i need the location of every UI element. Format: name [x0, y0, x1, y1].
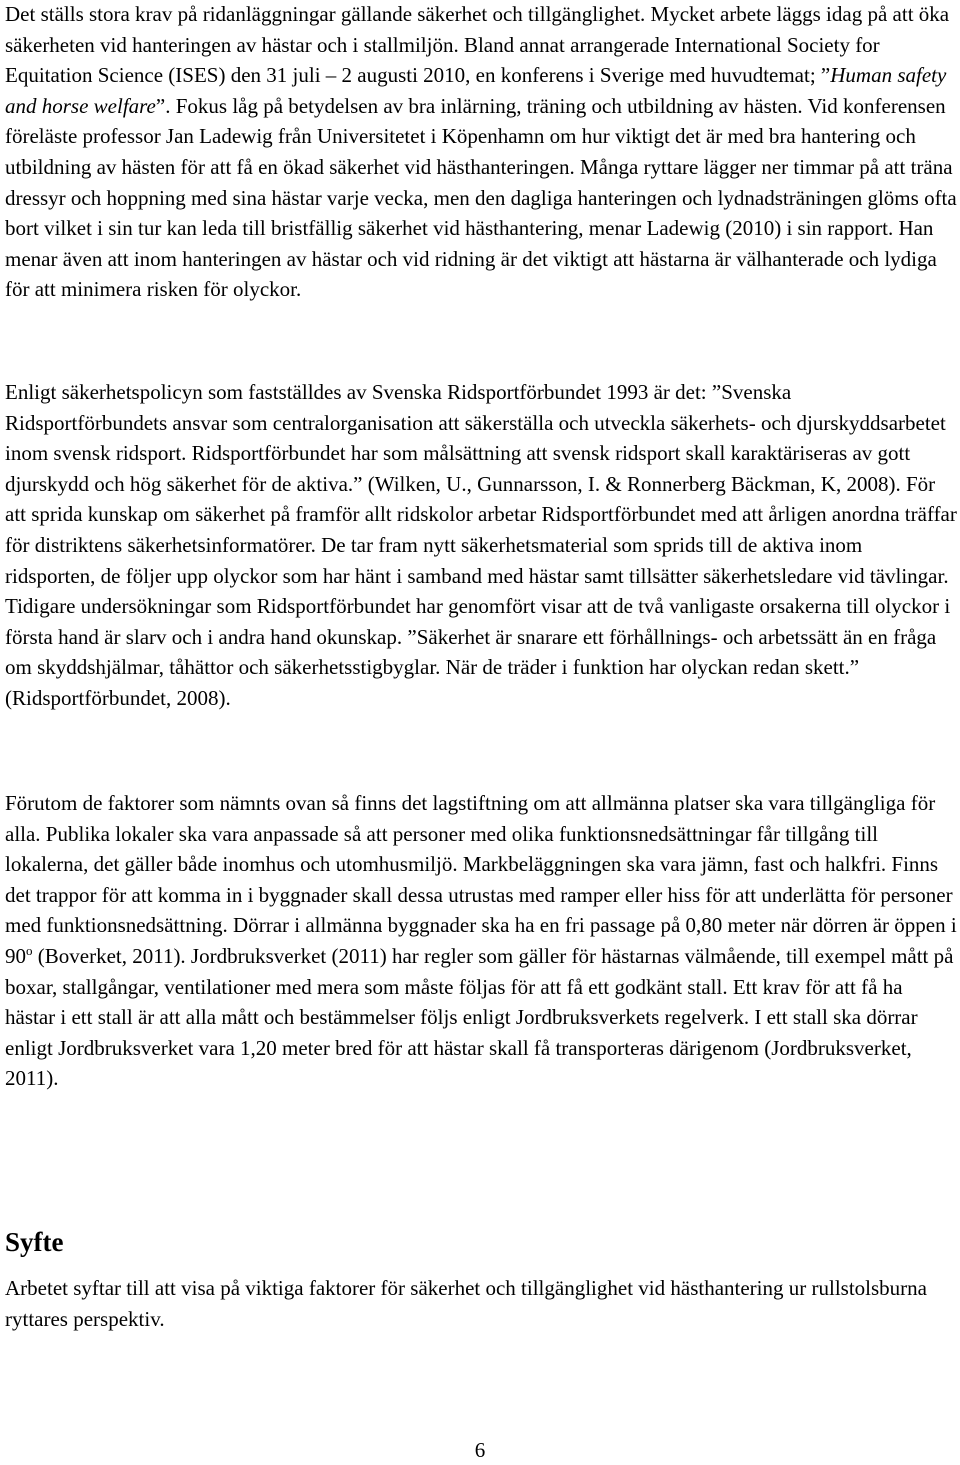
- degree-superscript: o: [26, 942, 33, 958]
- paragraph-intro-text-1: Det ställs stora krav på ridanläggningar gällande säkerhet och tillgänglighet. Mycket arbete läggs idag på att öka säkerheten vid hanteringen av hästar och i stallmiljön. Bland annat arrangerade International Society for Equitation Science (ISES) den 31 juli – 2 augusti 2010, en konferens i Sverige med huvudtemat; ”: [5, 2, 950, 88]
- paragraph-legislation-text-1: Förutom de faktorer som nämnts ovan så finns det lagstiftning om att allmänna platser ska vara tillgängliga för alla. Publika lokaler ska vara anpassade så att personer med olika funktionsnedsättningar får tillgång till lokalerna, det gäller både inomhus och utomhusmiljö. Markbeläggningen ska vara jämn, fast och halkfri. Finns det trappor för att komma in i byggnader skall dessa utrustas med ramper eller hiss för att underlätta för personer med funktionsnedsättning. Dörrar i allmänna byggnader ska ha en fri passage på 0,80 meter när dörren är öppen i 90: [5, 791, 957, 968]
- paragraph-intro: [5, 0, 957, 305]
- paragraph-legislation: [5, 788, 957, 1094]
- paragraph-legislation-text-2: (Boverket, 2011). Jordbruksverket (2011) har regler som gäller för hästarnas välmående, till exempel mått på boxar, stallgångar, ventilationer med mera som måste följas för att få ett godkänt stall. Ett krav för att få ha hästar i ett stall är att alla mått och bestämmelser följs enligt Jordbruksverkets regelverk. I ett stall ska dörrar enligt Jordbruksverket vara 1,20 meter bred för att hästar skall få transporteras därigenom (Jordbruksverket, 2011).: [5, 943, 954, 1091]
- paragraph-safety-policy: Enligt säkerhetspolicyn som fastställdes av Svenska Ridsportförbundet 1993 är det: ”Svenska Ridsportförbundets ansvar som centralorganisation att säkerställa och utveckla säkerhets- och djurskyddsarbetet inom svensk ridsport. Ridsportförbundet har som målsättning att svensk ridsport skall karaktäriseras av gott djurskydd och hög säkerhet för de aktiva.” (Wilken, U., Gunnarsson, I. & Ronnerberg Bäckman, K, 2008). För att sprida kunskap om säkerhet på framför allt ridskolor arbetar Ridsportförbundet med att årligen anordna träffar för distriktens säkerhetsinformatörer. De tar fram nytt säkerhetsmaterial som sprids till de aktiva inom ridsporten, de följer upp olyckor som har hänt i samband med hästar samt tillsätter säkerhetsledare vid tävlingar. Tidigare undersökningar som Ridsportförbundet har genomfört visar att de två vanligaste orsakerna till olyckor i första hand är slarv och i andra hand okunskap. ”Säkerhet är snarare ett förhållnings- och arbetssätt än en fråga om skyddshjälmar, tåhättor och säkerhetsstigbyglar. När de träder i funktion har olyckan redan skett.” (Ridsportförbundet, 2008).: [5, 380, 957, 710]
- paragraph-intro-text-2: ”. Fokus låg på betydelsen av bra inlärning, träning och utbildning av hästen. Vid konferensen föreläste professor Jan Ladewig från Universitetet i Köpenhamn om hur viktigt det är med bra hantering och utbildning av hästen för att få en ökad säkerhet vid hästhanteringen. Många ryttare lägger ner timmar på att träna dressyr och hoppning med sina hästar varje vecka, men den dagliga hanteringen och lydnadsträningen glöms ofta bort vilket i sin tur kan leda till bristfällig säkerhet vid hästhantering, menar Ladewig (2010) i sin rapport. Han menar även att inom hanteringen av hästar och vid ridning är det viktigt att hästarna är välhanterade och lydiga för att minimera risken för olyckor.: [5, 93, 957, 302]
- paragraph-purpose: Arbetet syftar till att visa på viktiga faktorer för säkerhet och tillgänglighet vid hästhantering ur rullstolsburna ryttares perspektiv.: [5, 1276, 927, 1331]
- page-number: 6: [474, 1438, 486, 1462]
- section-heading-syfte: Syfte: [5, 1227, 64, 1257]
- conference-theme: Human safety and horse welfare: [5, 63, 947, 118]
